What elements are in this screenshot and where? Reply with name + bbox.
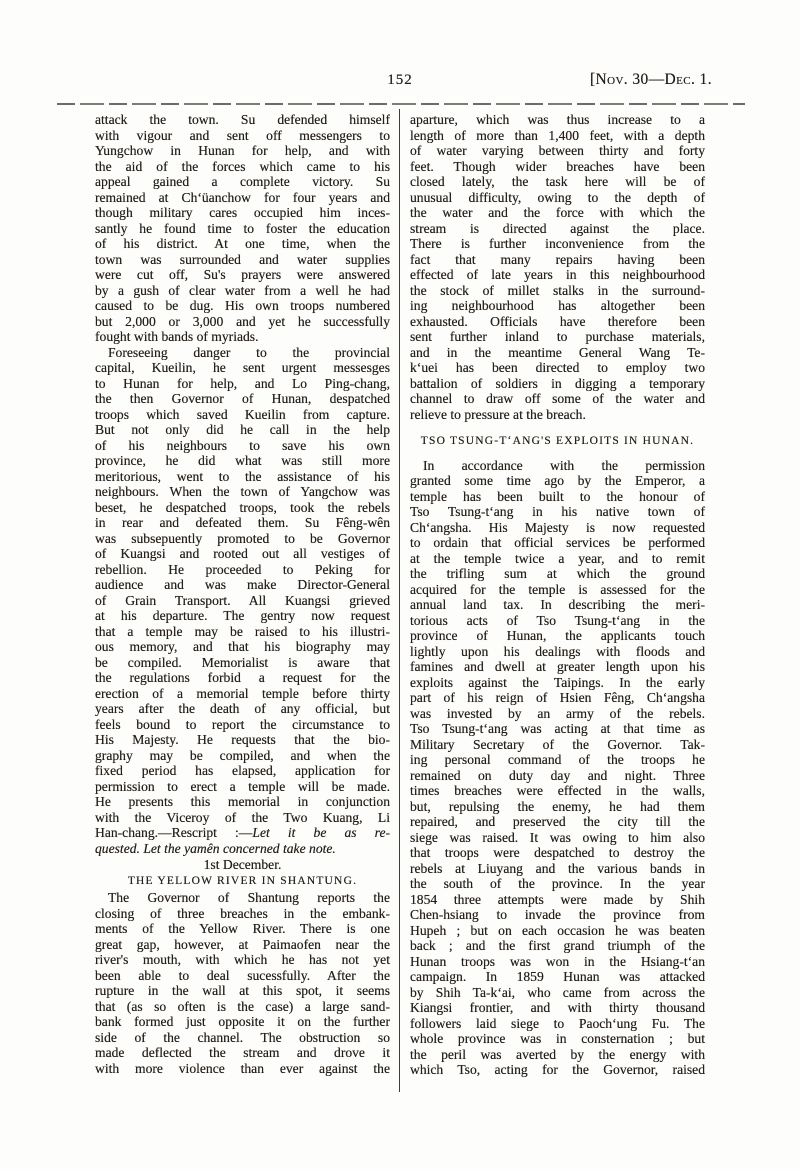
text-line: the stock of millet stalks in the surround- xyxy=(410,282,705,298)
text-line: fact that many repairs having been xyxy=(410,251,705,267)
text-line: with vigour and sent off messengers to xyxy=(95,127,390,143)
text-line: But not only did he call in the help xyxy=(95,422,390,437)
text-line: the peril was averted by the energy with xyxy=(410,1046,705,1062)
text-line: ous memory, and that his biography may xyxy=(95,639,390,654)
right-column xyxy=(410,112,705,1078)
text-line: lightly upon his dealings with floods and xyxy=(410,643,705,659)
text-line: back ; and the first grand triumph of the xyxy=(410,938,705,953)
text-line: province, he did what was still more xyxy=(95,453,390,468)
text-line: remained on duty day and night. Three xyxy=(410,767,705,783)
text-line: famines and dwell at greater length upon his xyxy=(410,659,705,674)
text-line: acquired for the temple is assessed for the xyxy=(410,581,705,597)
text-line: The Governor of Shantung reports the xyxy=(108,890,390,905)
text-line: of his neighbours to save his own xyxy=(95,437,390,453)
text-line: capital, Kueilin, he sent urgent messesges xyxy=(95,360,390,375)
text-line: 1854 three attempts were made by Shih xyxy=(410,891,705,907)
text-line: unusual difficulty, owing to the depth of xyxy=(410,189,705,205)
text-line: troops which saved Kueilin from capture. xyxy=(95,406,390,422)
text-line: ing neighbourhood has altogether been xyxy=(410,298,705,313)
text-line: closing of three breaches in the embank- xyxy=(95,905,390,921)
text-line: repaired, and preserved the city till the xyxy=(410,814,705,829)
text-line: of water varying between thirty and forty xyxy=(410,143,705,158)
text-line: which Tso, acting for the Governor, raised xyxy=(410,1062,705,1077)
text-line: temple has been built to the honour of xyxy=(410,488,705,504)
text-line: audience and was make Director-General xyxy=(95,577,390,592)
text-line: Hupeh ; but on each occasion he was beaten xyxy=(410,922,705,938)
text-line: Foreseeing danger to the provincial xyxy=(108,344,390,360)
page-number: 152 xyxy=(387,72,413,88)
text-line: Yungchow in Hunan for help, and with xyxy=(95,143,390,158)
text-line: followers laid siege to Paoch‘ung Fu. The xyxy=(410,1015,705,1031)
text-line: the south of the province. In the year xyxy=(410,876,705,891)
text-line: been able to deal sucessfully. After the xyxy=(95,967,390,983)
text-line: were cut off, Su's prayers were answered xyxy=(95,267,390,282)
text-line: of Grain Transport. All Kuangsi grieved xyxy=(95,592,390,608)
text-line: ing personal command of the troops he xyxy=(410,752,705,767)
text-line: by a gush of clear water from a well he had xyxy=(95,282,390,298)
text-line: and in the meantime General Wang Te- xyxy=(410,344,705,360)
text-line: years after the death of any official, but xyxy=(95,701,390,716)
text-line: Han-chang.—Rescript :—Let it be as re- xyxy=(95,825,390,840)
text-line: exhausted. Officials have therefore been xyxy=(410,313,705,329)
text-line: stream is directed against the place. xyxy=(410,220,705,236)
text-line: quested. Let the yamên concerned take note. xyxy=(95,840,336,856)
text-line: ments of the Yellow River. There is one xyxy=(95,921,390,936)
text-line: rebels at Liuyang and the various bands in xyxy=(410,860,705,876)
text-line: appeal gained a complete victory. Su xyxy=(95,174,390,189)
text-line: attack the town. Su defended himself xyxy=(95,112,390,127)
text-line: made deflected the stream and drove it xyxy=(95,1045,390,1060)
text-line: feet. Though wider breaches have been xyxy=(410,158,705,174)
text-line: though military cares occupied him inces- xyxy=(95,205,390,220)
text-line: river's mouth, with which he has not yet xyxy=(95,952,390,967)
text-line: permission to erect a temple will be made. xyxy=(95,778,390,794)
text-line: sent further inland to purchase materials, xyxy=(410,329,705,344)
text-line: but, repulsing the enemy, he had them xyxy=(410,798,705,814)
text-line: siege was raised. It was owing to him also xyxy=(410,829,705,845)
text-line: granted some time ago by the Emperor, a xyxy=(410,473,705,488)
text-line: with the Viceroy of the Two Kuang, Li xyxy=(95,809,390,825)
text-line: rebellion. He proceeded to Peking for xyxy=(95,561,390,577)
text-line: caused to be dug. His own troops numbered xyxy=(95,298,390,313)
page-header xyxy=(0,0,800,92)
text-line: santly he found time to foster the education xyxy=(95,220,390,236)
text-line: whole province was in consternation ; but xyxy=(410,1031,705,1046)
column-divider xyxy=(399,109,400,1092)
text-line: province of Hunan, the applicants touch xyxy=(410,628,705,643)
text-line: He presents this memorial in conjunction xyxy=(95,794,390,809)
text-line: annual land tax. In describing the meri- xyxy=(410,597,705,612)
text-line: be compiled. Memorialist is aware that xyxy=(95,654,390,670)
text-line: part of his reign of Hsien Fêng, Ch‘angsha xyxy=(410,690,705,705)
text-line: of Kuangsi and rooted out all vestiges of xyxy=(95,546,390,561)
text-line: the water and the force with which the xyxy=(410,205,705,220)
text-line: was subsepuently promoted to be Governor xyxy=(95,530,390,546)
text-line: great gap, however, at Paimaofen near the xyxy=(95,936,390,952)
text-line: closed lately, the task here will be of xyxy=(410,174,705,189)
text-line: the aid of the forces which came to his xyxy=(95,158,390,174)
text-line: Military Secretary of the Governor. Tak- xyxy=(410,736,705,752)
text-line: beset, he despatched troops, took the rebels xyxy=(95,499,390,515)
text-line: bank formed just opposite it on the further xyxy=(95,1014,390,1029)
text-line: Tso Tsung-t‘ang was acting at that time as xyxy=(410,721,705,736)
text-line: remained at Ch‘üanchow for four years and xyxy=(95,189,390,205)
text-line: that a temple may be raised to his illustri- xyxy=(95,623,390,639)
text-line: times breaches were effected in the walls, xyxy=(410,783,705,798)
text-line: fixed period has elapsed, application for xyxy=(95,763,390,778)
text-line: effected of late years in this neighbourhood xyxy=(410,267,705,282)
text-line: in rear and defeated them. Su Fêng-wên xyxy=(95,515,390,530)
text-line: that troops were despatched to destroy the xyxy=(410,845,705,860)
text-line: There is further inconvenience from the xyxy=(410,236,705,251)
text-line: length of more than 1,400 feet, with a depth xyxy=(410,127,705,143)
text-line: the then Governor of Hunan, despatched xyxy=(95,391,390,406)
text-line: aparture, which was thus increase to a xyxy=(410,112,705,127)
text-line: at the temple twice a year, and to remit xyxy=(410,550,705,566)
text-line: the trifling sum at which the ground xyxy=(410,566,705,581)
text-line: side of the channel. The obstruction so xyxy=(95,1029,390,1045)
text-line: In accordance with the permission xyxy=(423,457,705,473)
issue-date: [Nov. 30—Dec. 1. xyxy=(589,71,712,88)
text-line: His Majesty. He requests that the bio- xyxy=(95,732,390,747)
text-line: campaign. In 1859 Hunan was attacked xyxy=(410,969,705,984)
left-column xyxy=(95,112,390,1078)
text-line: that (as so often is the case) a large sand- xyxy=(95,998,390,1014)
section-heading: TSO TSUNG-T‘ANG'S EXPLOITS IN HUNAN. xyxy=(420,435,695,447)
text-line: Chen-hsiang to invade the province from xyxy=(410,907,705,922)
text-line: Ch‘angsha. His Majesty is now requested xyxy=(410,519,705,535)
text-line: Hunan troops was won in the Hsiang-t‘an xyxy=(410,953,705,969)
text-line: feels bound to report the circumstance to xyxy=(95,716,390,732)
text-line: but 2,000 or 3,000 and yet he successfully xyxy=(95,313,390,329)
text-line: fought with bands of myriads. xyxy=(95,329,259,344)
text-line: of his district. At one time, when the xyxy=(95,236,390,251)
text-line: torious acts of Tso Tsung-t‘ang in the xyxy=(410,612,705,628)
text-line: graphy may be compiled, and when the xyxy=(95,747,390,763)
text-line: meritorious, went to the assistance of his xyxy=(95,468,390,484)
text-line: channel to draw off some of the water and xyxy=(410,391,705,406)
text-line: k‘uei has been directed to employ two xyxy=(410,360,705,375)
text-line: by Shih Ta-k‘ai, who came from across the xyxy=(410,984,705,1000)
text-line: to ordain that official services be performed xyxy=(410,535,705,550)
text-line: neighbours. When the town of Yangchow was xyxy=(95,484,390,499)
text-line: Kiangsi frontier, and with thirty thousand xyxy=(410,1000,705,1015)
text-line: rupture in the wall at this spot, it seems xyxy=(95,983,390,998)
text-line: battalion of soldiers in digging a temporary xyxy=(410,375,705,391)
text-line: town was surrounded and water supplies xyxy=(95,251,390,267)
dateline: 1st December. xyxy=(203,857,282,872)
text-line: erection of a memorial temple before thirty xyxy=(95,685,390,701)
text-line: exploits against the Taipings. In the early xyxy=(410,674,705,690)
text-line: relieve to pressure at the breach. xyxy=(410,406,586,422)
text-line: to Hunan for help, and Lo Ping-chang, xyxy=(95,375,390,391)
text-line: was invested by an army of the rebels. xyxy=(410,705,705,721)
text-columns xyxy=(95,112,705,1078)
text-line: with more violence than ever against the xyxy=(95,1060,390,1076)
text-line: at his departure. The gentry now request xyxy=(95,608,390,623)
text-line: the regulations forbid a request for the xyxy=(95,670,390,685)
section-heading: THE YELLOW RIVER IN SHANTUNG. xyxy=(127,874,358,887)
header-rule xyxy=(57,103,745,105)
text-line: Tso Tsung-t‘ang in his native town of xyxy=(410,504,705,519)
